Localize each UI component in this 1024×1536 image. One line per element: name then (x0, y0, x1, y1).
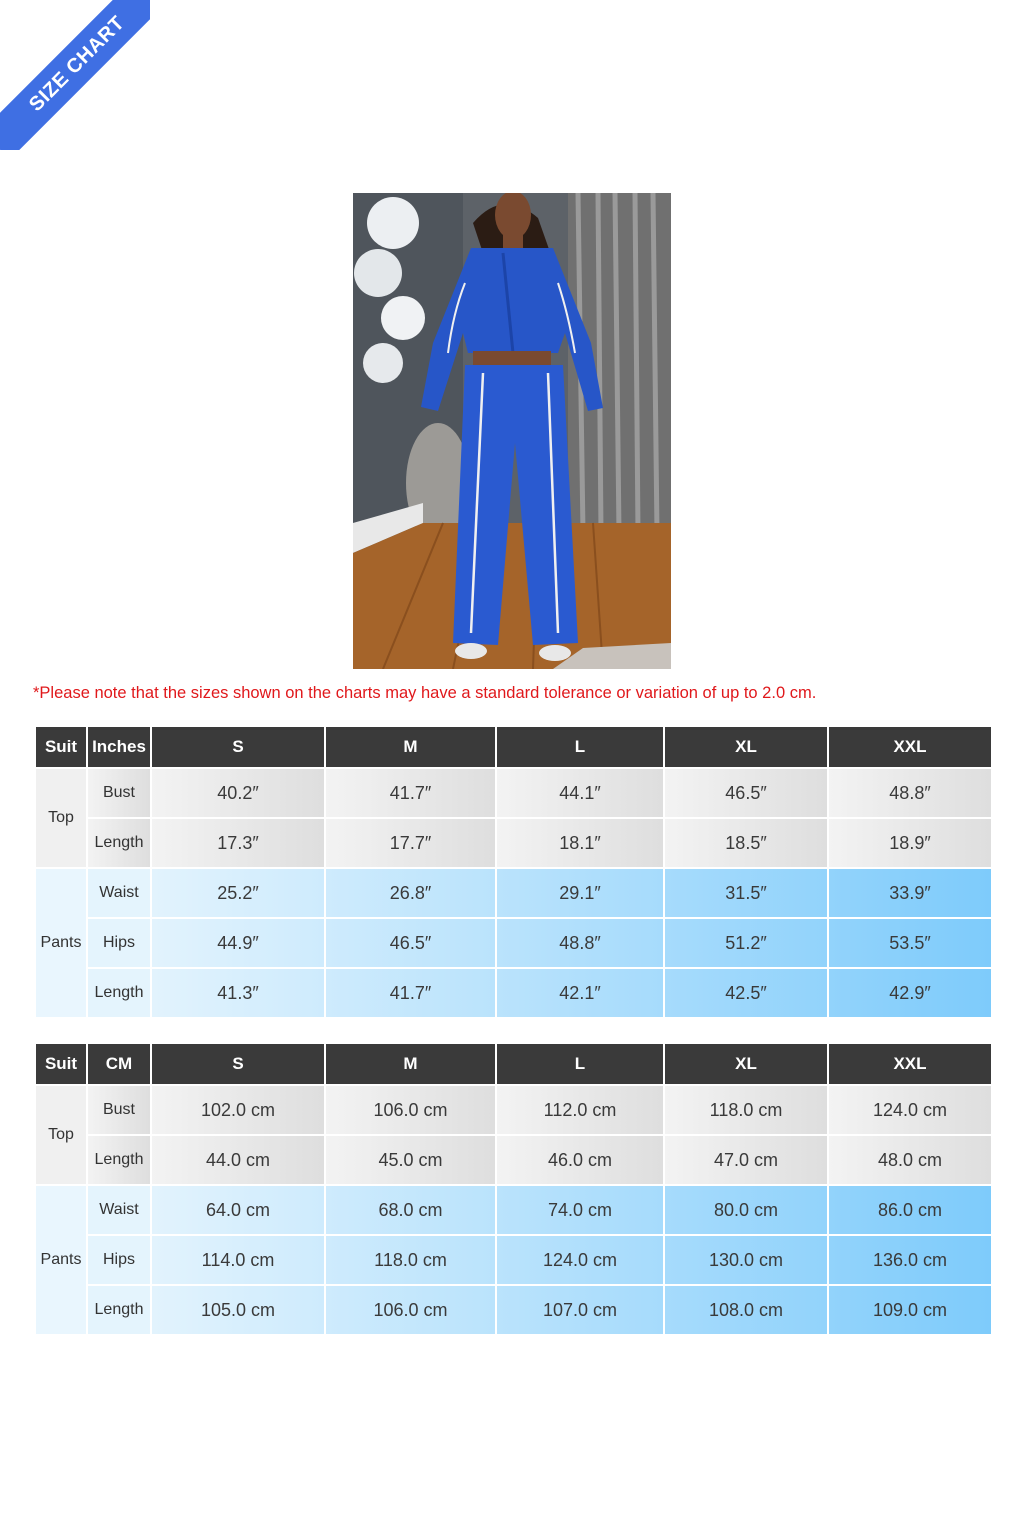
size-value-cell: 74.0 cm (496, 1185, 664, 1235)
measurement-label: Waist (87, 868, 151, 918)
header-cell: Suit (35, 1043, 87, 1085)
measurement-label: Length (87, 968, 151, 1018)
size-value-cell: 80.0 cm (664, 1185, 828, 1235)
size-value-cell: 53.5″ (828, 918, 992, 968)
size-value-cell: 18.9″ (828, 818, 992, 868)
table-row (35, 1285, 992, 1335)
header-cell: XXL (828, 1043, 992, 1085)
header-cell: L (496, 1043, 664, 1085)
size-value-cell: 102.0 cm (151, 1085, 325, 1135)
size-value-cell: 124.0 cm (828, 1085, 992, 1135)
size-value-cell: 42.1″ (496, 968, 664, 1018)
table-row (35, 868, 992, 918)
size-value-cell: 18.5″ (664, 818, 828, 868)
header-cell: XL (664, 1043, 828, 1085)
group-label: Pants (35, 1185, 87, 1335)
size-value-cell: 45.0 cm (325, 1135, 496, 1185)
size-value-cell: 44.1″ (496, 768, 664, 818)
size-chart-badge (0, 0, 150, 150)
measurement-label: Length (87, 1285, 151, 1335)
table-row (35, 1085, 992, 1135)
size-value-cell: 25.2″ (151, 868, 325, 918)
size-value-cell: 40.2″ (151, 768, 325, 818)
size-value-cell: 44.0 cm (151, 1135, 325, 1185)
measurement-label: Length (87, 818, 151, 868)
group-label: Pants (35, 868, 87, 1018)
size-value-cell: 118.0 cm (664, 1085, 828, 1135)
measurement-label: Waist (87, 1185, 151, 1235)
size-value-cell: 46.5″ (325, 918, 496, 968)
header-cell: S (151, 1043, 325, 1085)
size-value-cell: 51.2″ (664, 918, 828, 968)
header-cell: XL (664, 726, 828, 768)
size-value-cell: 42.9″ (828, 968, 992, 1018)
size-value-cell: 17.3″ (151, 818, 325, 868)
size-value-cell: 33.9″ (828, 868, 992, 918)
size-value-cell: 118.0 cm (325, 1235, 496, 1285)
header-cell: Inches (87, 726, 151, 768)
size-value-cell: 44.9″ (151, 918, 325, 968)
size-value-cell: 106.0 cm (325, 1085, 496, 1135)
size-value-cell: 108.0 cm (664, 1285, 828, 1335)
size-value-cell: 136.0 cm (828, 1235, 992, 1285)
tolerance-note: *Please note that the sizes shown on the charts may have a standard tolerance or variation of up to 2.0 cm. (33, 684, 817, 702)
size-value-cell: 105.0 cm (151, 1285, 325, 1335)
size-value-cell: 48.0 cm (828, 1135, 992, 1185)
header-cell: M (325, 726, 496, 768)
size-value-cell: 124.0 cm (496, 1235, 664, 1285)
size-value-cell: 41.7″ (325, 968, 496, 1018)
table-header-row (35, 1043, 992, 1085)
table-row (35, 1135, 992, 1185)
table-row (35, 968, 992, 1018)
size-value-cell: 48.8″ (496, 918, 664, 968)
header-cell: L (496, 726, 664, 768)
header-cell: XXL (828, 726, 992, 768)
size-chart-badge-label: SIZE CHART (0, 0, 150, 150)
size-value-cell: 41.7″ (325, 768, 496, 818)
table-header-row (35, 726, 992, 768)
measurement-label: Bust (87, 1085, 151, 1135)
inches-size-table (34, 725, 993, 1019)
size-value-cell: 130.0 cm (664, 1235, 828, 1285)
header-cell: Suit (35, 726, 87, 768)
size-value-cell: 46.5″ (664, 768, 828, 818)
table-row (35, 768, 992, 818)
size-value-cell: 68.0 cm (325, 1185, 496, 1235)
header-cell: S (151, 726, 325, 768)
size-value-cell: 31.5″ (664, 868, 828, 918)
measurement-label: Hips (87, 1235, 151, 1285)
size-value-cell: 106.0 cm (325, 1285, 496, 1335)
size-value-cell: 107.0 cm (496, 1285, 664, 1335)
size-value-cell: 17.7″ (325, 818, 496, 868)
cm-size-table (34, 1042, 993, 1336)
group-label: Top (35, 768, 87, 868)
size-value-cell: 109.0 cm (828, 1285, 992, 1335)
table-row (35, 1185, 992, 1235)
table-row (35, 918, 992, 968)
table-row (35, 818, 992, 868)
measurement-label: Hips (87, 918, 151, 968)
size-value-cell: 42.5″ (664, 968, 828, 1018)
size-value-cell: 18.1″ (496, 818, 664, 868)
measurement-label: Length (87, 1135, 151, 1185)
size-value-cell: 64.0 cm (151, 1185, 325, 1235)
group-label: Top (35, 1085, 87, 1185)
size-value-cell: 47.0 cm (664, 1135, 828, 1185)
table-row (35, 1235, 992, 1285)
size-value-cell: 114.0 cm (151, 1235, 325, 1285)
measurement-label: Bust (87, 768, 151, 818)
size-value-cell: 86.0 cm (828, 1185, 992, 1235)
size-value-cell: 48.8″ (828, 768, 992, 818)
header-cell: CM (87, 1043, 151, 1085)
product-photo (353, 193, 671, 669)
size-value-cell: 41.3″ (151, 968, 325, 1018)
size-value-cell: 112.0 cm (496, 1085, 664, 1135)
header-cell: M (325, 1043, 496, 1085)
size-value-cell: 29.1″ (496, 868, 664, 918)
size-value-cell: 26.8″ (325, 868, 496, 918)
size-value-cell: 46.0 cm (496, 1135, 664, 1185)
